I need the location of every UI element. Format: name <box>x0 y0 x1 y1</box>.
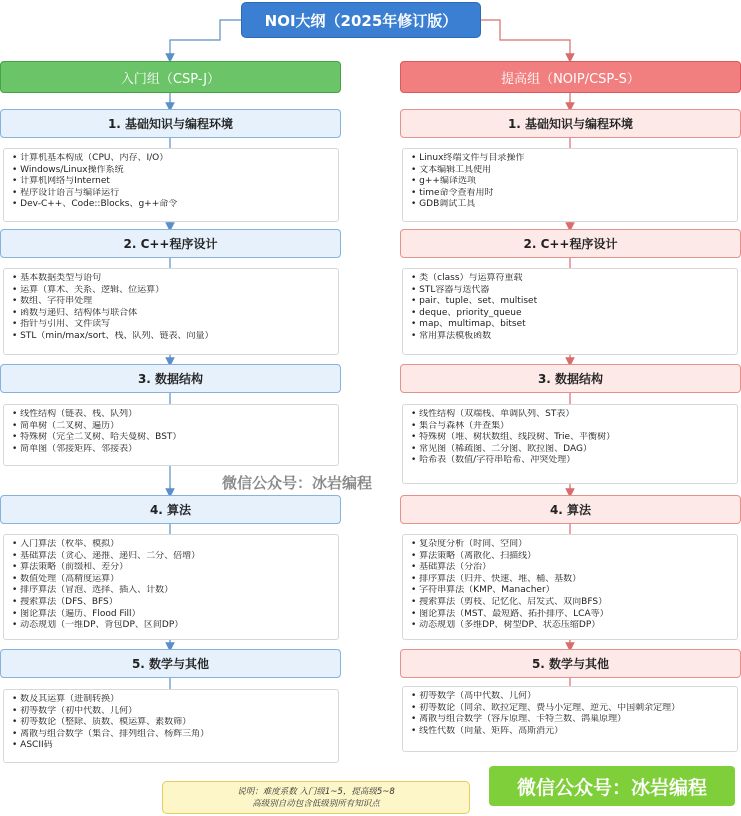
list-item: • 复杂度分析（时间、空间） <box>411 539 737 551</box>
list-item: • 计算机网络与Internet <box>12 176 338 188</box>
list-item: • 动态规划（多维DP、树型DP、状态压缩DP） <box>411 620 737 632</box>
list-item: • 常用算法模板函数 <box>411 331 737 343</box>
list-item: • Linux终端文件与目录操作 <box>411 153 737 165</box>
list-item: • 计算机基本构成（CPU、内存、I/O） <box>12 153 338 165</box>
right-section-4-list <box>402 534 738 640</box>
right-section-4-title: 4. 算法 <box>400 495 741 524</box>
list-item: • 入门算法（枚举、模拟） <box>12 539 338 551</box>
watermark-badge: 微信公众号：冰岩编程 <box>489 766 735 806</box>
right-section-2-list <box>402 268 738 355</box>
list-item: • 程序设计语言与编译运行 <box>12 188 338 200</box>
list-item: • 集合与森林（并查集） <box>411 421 737 433</box>
watermark-text: 微信公众号：冰岩编程 <box>222 474 373 492</box>
list-item: • pair、tuple、set、multiset <box>411 296 737 308</box>
list-item: • STL（min/max/sort、栈、队列、链表、向量） <box>12 331 338 343</box>
list-item: • 线性结构（链表、栈、队列） <box>12 409 338 421</box>
list-item: • 数组、字符串处理 <box>12 296 338 308</box>
list-item: • Dev-C++、Code::Blocks、g++命令 <box>12 199 338 211</box>
right-section-2-title: 2. C++程序设计 <box>400 229 741 258</box>
list-item: • 算法策略（离散化、扫描线） <box>411 551 737 563</box>
list-item: • 数及其运算（进制转换） <box>12 694 338 706</box>
left-section-4-title: 4. 算法 <box>0 495 341 524</box>
group-head-senior: 提高组（NOIP/CSP-S） <box>400 61 741 93</box>
footnote-line-2: 高级别自动包含低级别所有知识点 <box>252 798 380 809</box>
list-item: • g++编译选项 <box>411 176 737 188</box>
list-item: • 排序算法（冒泡、选择、插入、计数） <box>12 585 338 597</box>
right-section-5-list <box>402 686 738 752</box>
list-item: • 类（class）与运算符重载 <box>411 273 737 285</box>
right-section-5-title: 5. 数学与其他 <box>400 649 741 678</box>
list-item: • time命令查看用时 <box>411 188 737 200</box>
list-item: • 初等数论（整除、质数、模运算、素数筛） <box>12 717 338 729</box>
list-item: • 简单树（二叉树、遍历） <box>12 421 338 433</box>
list-item: • 离散与组合数学（集合、排列组合、杨辉三角） <box>12 729 338 741</box>
left-section-1-list <box>3 148 339 222</box>
left-section-2-list <box>3 268 339 355</box>
footnote <box>162 781 470 814</box>
list-item: • 简单图（邻接矩阵、邻接表） <box>12 444 338 456</box>
list-item: • 特殊树（堆、树状数组、线段树、Trie、平衡树） <box>411 432 737 444</box>
list-item: • 搜索算法（剪枝、记忆化、启发式、双向BFS） <box>411 597 737 609</box>
list-item: • 线性代数（向量、矩阵、高斯消元） <box>411 726 737 738</box>
right-section-3-list <box>402 404 738 484</box>
list-item: • 数值处理（高精度运算） <box>12 574 338 586</box>
list-item: • 特殊树（完全二叉树、哈夫曼树、BST） <box>12 432 338 444</box>
right-section-1-list <box>402 148 738 222</box>
link-title-left <box>170 20 241 58</box>
left-section-5-title: 5. 数学与其他 <box>0 649 341 678</box>
list-item: • map、multimap、bitset <box>411 319 737 331</box>
list-item: • 初等数学（初中代数、几何） <box>12 706 338 718</box>
group-head-junior: 入门组（CSP-J） <box>0 61 341 93</box>
list-item: • 运算（算术、关系、逻辑、位运算） <box>12 285 338 297</box>
list-item: • 动态规划（一维DP、背包DP、区间DP） <box>12 620 338 632</box>
list-item: • 字符串算法（KMP、Manacher） <box>411 585 737 597</box>
list-item: • 基本数据类型与语句 <box>12 273 338 285</box>
list-item: • 线性结构（双端栈、单调队列、ST表） <box>411 409 737 421</box>
list-item: • 离散与组合数学（容斥原理、卡特兰数、鸽巢原理） <box>411 714 737 726</box>
list-item: • GDB调试工具 <box>411 199 737 211</box>
list-item: • deque、priority_queue <box>411 308 737 320</box>
list-item: • 搜索算法（DFS、BFS） <box>12 597 338 609</box>
list-item: • 文本编辑工具使用 <box>411 165 737 177</box>
left-section-4-list <box>3 534 339 640</box>
list-item: • 基础算法（贪心、递推、递归、二分、倍增） <box>12 551 338 563</box>
right-section-3-title: 3. 数据结构 <box>400 364 741 393</box>
list-item: • 图论算法（MST、最短路、拓扑排序、LCA等） <box>411 609 737 621</box>
diagram-title: NOI大纲（2025年修订版） <box>241 2 481 38</box>
list-item: • 函数与递归、结构体与联合体 <box>12 308 338 320</box>
list-item: • 基础算法（分治） <box>411 562 737 574</box>
list-item: • 算法策略（前缀和、差分） <box>12 562 338 574</box>
list-item: • 指针与引用、文件读写 <box>12 319 338 331</box>
left-section-3-list <box>3 404 339 466</box>
left-section-5-list <box>3 689 339 763</box>
left-section-2-title: 2. C++程序设计 <box>0 229 341 258</box>
list-item: • 初等数学（高中代数、几何） <box>411 691 737 703</box>
left-section-1-title: 1. 基础知识与编程环境 <box>0 109 341 138</box>
list-item: • 排序算法（归并、快速、堆、桶、基数） <box>411 574 737 586</box>
list-item: • STL容器与迭代器 <box>411 285 737 297</box>
left-section-3-title: 3. 数据结构 <box>0 364 341 393</box>
list-item: • 常见图（稀疏图、二分图、欧拉图、DAG） <box>411 444 737 456</box>
footnote-line-1: 说明：难度系数 入门级1~5，提高级5~8 <box>237 786 395 797</box>
right-section-1-title: 1. 基础知识与编程环境 <box>400 109 741 138</box>
list-item: • 图论算法（遍历、Flood Fill） <box>12 609 338 621</box>
list-item: • ASCII码 <box>12 740 338 752</box>
link-title-right <box>481 20 570 58</box>
list-item: • 哈希表（数值/字符串哈希、冲突处理） <box>411 455 737 467</box>
list-item: • Windows/Linux操作系统 <box>12 165 338 177</box>
list-item: • 初等数论（同余、欧拉定理、费马小定理、逆元、中国剩余定理） <box>411 703 737 715</box>
